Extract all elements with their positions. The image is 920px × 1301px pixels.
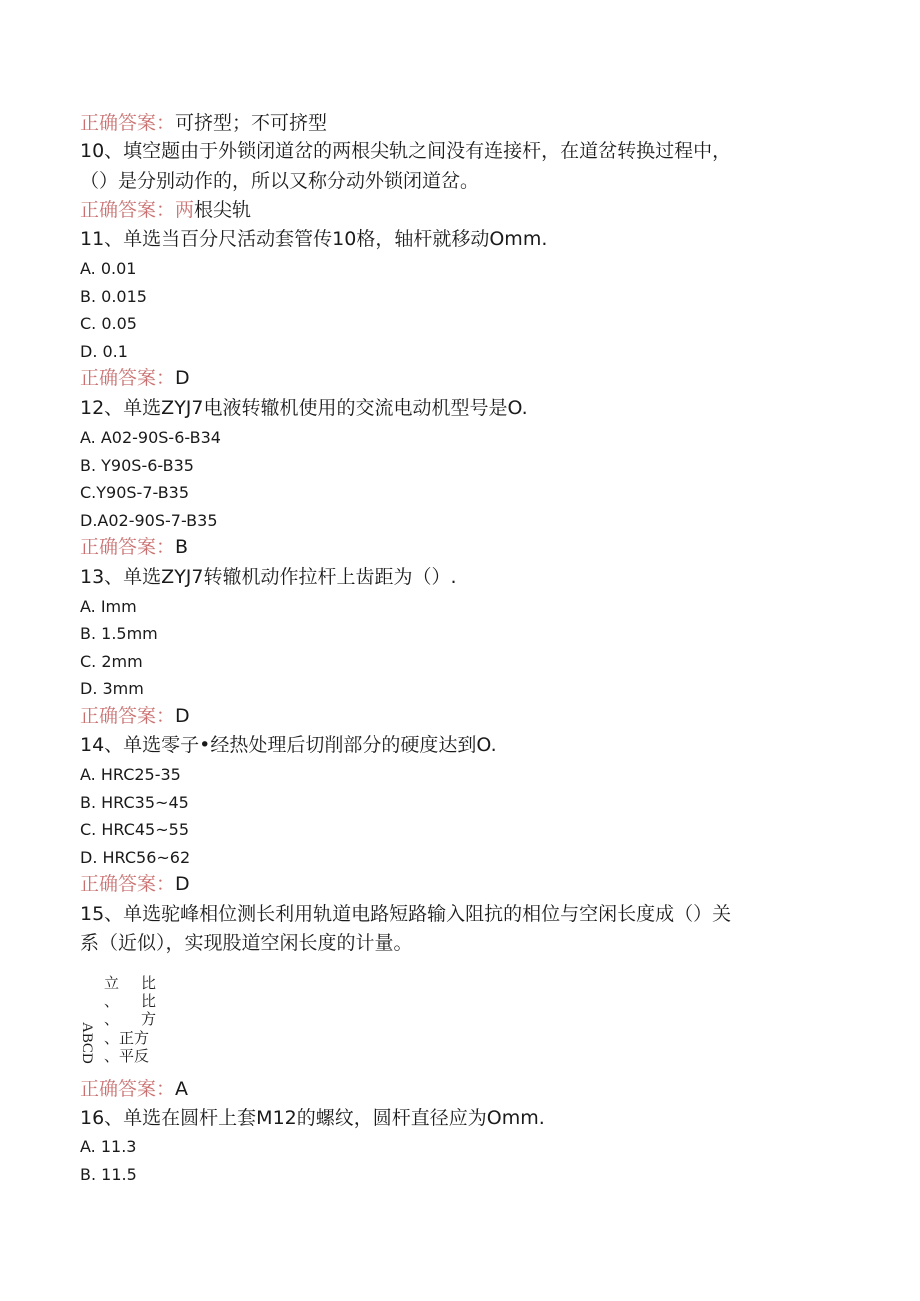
answer-line bbox=[80, 538, 188, 557]
question-13: 13、单选ZYJ7转辙机动作拉杆上齿距为（）. bbox=[80, 566, 457, 588]
answer-label: 正确答案： bbox=[80, 199, 176, 221]
option: A. A02-90S-6-B34 bbox=[80, 428, 221, 447]
option: A. Imm bbox=[80, 597, 137, 616]
question-14: 14、单选零子•经热处理后切削部分的硬度达到O. bbox=[80, 734, 497, 756]
option: C. HRC45~55 bbox=[80, 820, 189, 839]
option: B. Y90S-6-B35 bbox=[80, 456, 194, 475]
garbled-option-text: 、 bbox=[104, 992, 120, 1010]
question-15-line-2: 系（近似），实现股道空闲长度的计量。 bbox=[80, 932, 413, 954]
option: D. 3mm bbox=[80, 679, 144, 698]
option: A. 0.01 bbox=[80, 259, 137, 278]
answer-line bbox=[80, 201, 251, 220]
option: C. 2mm bbox=[80, 652, 143, 671]
answer-value: D bbox=[175, 873, 190, 895]
question-16: 16、单选在圆杆上套M12的螺纹，圆杆直径应为Omm. bbox=[80, 1107, 545, 1129]
option: C.Y90S-7-B35 bbox=[80, 483, 190, 502]
option: B. HRC35~45 bbox=[80, 793, 189, 812]
option: D. HRC56~62 bbox=[80, 848, 191, 867]
answer-line bbox=[80, 875, 190, 894]
garbled-option-text: 比 bbox=[141, 974, 157, 992]
garbled-option-text: 立 bbox=[104, 974, 120, 992]
answer-line bbox=[80, 707, 190, 726]
option: C. 0.05 bbox=[80, 314, 137, 333]
garbled-option-text: 方 bbox=[141, 1010, 157, 1028]
vertical-option-letters: ABCD bbox=[79, 1022, 95, 1064]
answer-value: 根尖轨 bbox=[194, 199, 252, 221]
answer-line bbox=[80, 114, 327, 133]
option: A. 11.3 bbox=[80, 1137, 137, 1156]
answer-value: D bbox=[175, 705, 190, 727]
answer-label: 正确答案： bbox=[80, 873, 176, 895]
answer-value: D bbox=[175, 367, 190, 389]
question-15-line-1: 15、单选驼峰相位测长利用轨道电路短路输入阻抗的相位与空闲长度成（）关 bbox=[80, 903, 732, 925]
answer-label: 正确答案： bbox=[80, 536, 176, 558]
question-10-line-1: 10、填空题由于外锁闭道岔的两根尖轨之间没有连接杆，在道岔转换过程中， bbox=[80, 140, 732, 162]
answer-label: 正确答案： bbox=[80, 367, 176, 389]
answer-label: 正确答案： bbox=[80, 1078, 176, 1100]
option: D. 0.1 bbox=[80, 342, 128, 361]
answer-label: 正确答案： bbox=[80, 705, 176, 727]
option: B. 1.5mm bbox=[80, 624, 158, 643]
answer-value: B bbox=[175, 536, 189, 558]
question-11: 11、单选当百分尺活动套管传10格，轴杆就移动Omm. bbox=[80, 228, 548, 250]
option: D.A02-90S-7-B35 bbox=[80, 511, 218, 530]
question-10-line-2: （）是分别动作的，所以又称分动外锁闭道岔。 bbox=[80, 170, 480, 192]
answer-line bbox=[80, 369, 190, 388]
garbled-option-text: 、 bbox=[104, 1010, 120, 1028]
answer-line bbox=[80, 1080, 188, 1099]
answer-value-highlight: 两 bbox=[175, 199, 195, 221]
question-12: 12、单选ZYJ7电液转辙机使用的交流电动机型号是O. bbox=[80, 397, 528, 419]
option: B. 11.5 bbox=[80, 1165, 137, 1184]
answer-value: A bbox=[175, 1078, 189, 1100]
garbled-option-text: 、平反 bbox=[104, 1047, 150, 1065]
garbled-option-text: 比 bbox=[141, 992, 157, 1010]
garbled-option-text: 、正方 bbox=[104, 1029, 150, 1047]
option: A. HRC25-35 bbox=[80, 765, 181, 784]
answer-value: 可挤型；不可挤型 bbox=[175, 112, 328, 134]
answer-label: 正确答案： bbox=[80, 112, 176, 134]
option: B. 0.015 bbox=[80, 287, 147, 306]
